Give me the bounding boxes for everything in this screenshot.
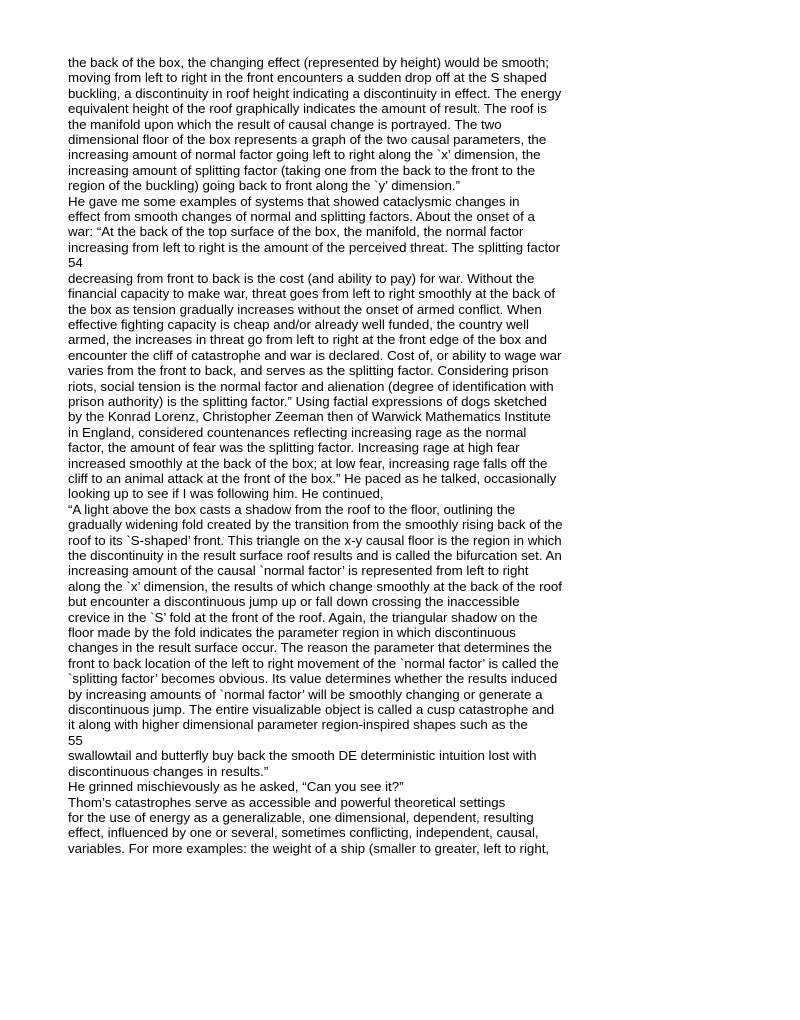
text-line: the box as tension gradually increases without the onset of armed conflict. When [68, 301, 542, 317]
text-line: effect from smooth changes of normal and splitting factors. About the onset of a [68, 209, 535, 225]
text-line: He gave me some examples of systems that showed cataclysmic changes in [68, 193, 520, 209]
text-line: it along with higher dimensional parameter region-inspired shapes such as the [68, 717, 528, 733]
text-line: swallowtail and butterfly buy back the smooth DE deterministic intuition lost with [68, 748, 537, 764]
text-line: the back of the box, the changing effect (represented by height) would be smooth; [68, 55, 549, 70]
text-line: increasing from left to right is the amount of the perceived threat. The splitting factor [68, 239, 560, 255]
document-page [68, 55, 768, 856]
text-line: armed, the increases in threat go from left to right at the front edge of the box and [68, 332, 547, 348]
text-line: prison authority) is the splitting factor.” Using factial expressions of dogs sketched [68, 393, 547, 409]
text-line: in England, considered countenances reflecting increasing rage as the normal [68, 424, 527, 440]
text-line: region of the buckling) going back to front along the `y’ dimension.” [68, 178, 460, 194]
text-line: increased smoothly at the back of the box; at low fear, increasing rage falls off the [68, 455, 548, 471]
text-line: `splitting factor’ becomes obvious. Its value determines whether the results induced [68, 671, 558, 687]
text-line: discontinuous jump. The entire visualizable object is called a cusp catastrophe and [68, 702, 555, 718]
text-line: moving from left to right in the front encounters a sudden drop off at the S shaped [68, 70, 547, 86]
text-line: crevice in the `S’ fold at the front of the roof. Again, the triangular shadow on the [68, 609, 538, 625]
text-line: the manifold upon which the result of causal change is portrayed. The two [68, 116, 502, 132]
text-line: variables. For more examples: the weight of a ship (smaller to greater, left to right, [68, 840, 550, 856]
text-line: gradually widening fold created by the transition from the smoothly rising back of the [68, 517, 563, 533]
text-line: “A light above the box casts a shadow from the roof to the floor, outlining the [68, 501, 516, 517]
text-line: for the use of energy as a generalizable, one dimensional, dependent, resulting [68, 809, 534, 825]
text-line: factor, the amount of fear was the splitting factor. Increasing rage at high fear [68, 440, 520, 456]
text-line: floor made by the fold indicates the parameter region in which discontinuous [68, 625, 516, 641]
text-line: but encounter a discontinuous jump up or fall down crossing the inaccessible [68, 594, 520, 610]
text-line: equivalent height of the roof graphically indicates the amount of result. The roof is [68, 101, 547, 117]
page-number: 55 [68, 732, 83, 748]
text-line: changes in the result surface occur. The reason the parameter that determines the [68, 640, 552, 656]
text-line: effective fighting capacity is cheap and/or already well funded, the country well [68, 316, 529, 332]
text-line: increasing amount of splitting factor (taking one from the back to the front to the [68, 162, 536, 178]
text-line: varies from the front to back, and serves as the splitting factor. Considering prison [68, 363, 549, 379]
text-line: increasing amount of the causal `normal factor’ is represented from left to right [68, 563, 529, 579]
text-line: effect, influenced by one or several, sometimes conflicting, independent, causal, [68, 825, 539, 841]
text-line: increasing amount of normal factor going left to right along the `x’ dimension, the [68, 147, 541, 163]
text-line: decreasing from front to back is the cost (and ability to pay) for war. Without the [68, 270, 535, 286]
text-line: front to back location of the left to right movement of the `normal factor’ is called the [68, 655, 559, 671]
text-line: financial capacity to make war, threat goes from left to right smoothly at the back of [68, 286, 556, 302]
text-line: along the `x’ dimension, the results of which change smoothly at the back of the roof [68, 578, 562, 594]
text-line: roof to its `S-shaped’ front. This triangle on the x-y causal floor is the region in which [68, 532, 562, 548]
text-line: the discontinuity in the result surface roof results and is called the bifurcation set. An [68, 548, 562, 563]
text-line: riots, social tension is the normal factor and alienation (degree of identification with [68, 378, 554, 394]
text-line: by the Konrad Lorenz, Christopher Zeeman then of Warwick Mathematics Institute [68, 409, 551, 425]
text-line: buckling, a discontinuity in roof height indicating a discontinuity in effect. The energy [68, 85, 562, 101]
text-line: by increasing amounts of `normal factor’ will be smoothly changing or generate a [68, 686, 543, 702]
text-line: cliff to an animal attack at the front of the box.” He paced as he talked, occasionally [68, 470, 557, 486]
text-line: He grinned mischievously as he asked, “Can you see it?” [68, 779, 404, 795]
page-number: 54 [68, 255, 83, 271]
text-line: war: “At the back of the top surface of the box, the manifold, the normal factor [68, 224, 524, 240]
text-line: discontinuous changes in results.” [68, 763, 269, 779]
text-line: encounter the cliff of catastrophe and war is declared. Cost of, or ability to wage war [68, 347, 562, 363]
text-line: dimensional floor of the box represents a graph of the two causal parameters, the [68, 132, 547, 148]
text-line: Thom’s catastrophes serve as accessible and powerful theoretical settings [68, 794, 506, 810]
text-line: looking up to see if I was following him. He continued, [68, 486, 384, 502]
